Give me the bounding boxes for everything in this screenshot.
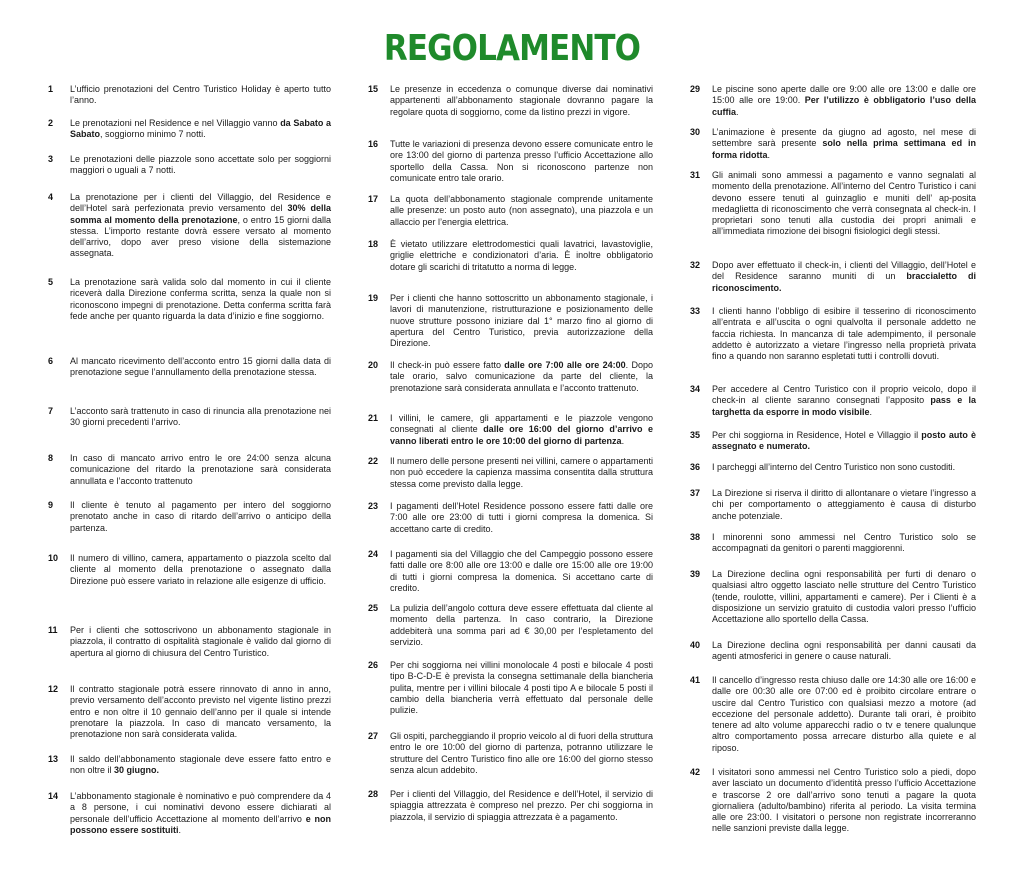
rule-text: Il cancello d’ingresso resta chiuso dalle ore 14:30 alle ore 16:00 e dalle ore 00:30 alle ore 07:00 ed è proibito circolare entrare o uscire dal Centro Turistico con qualsiasi mezzo a motore (ad eccezione del personale addetto). Durante tali orari, è proibito tenere ad alto volume apparecchi radio o tv e tenere qualunque altro comportamento possa arrecare disturbo alla quiete e al riposo.	[712, 675, 976, 753]
rule-item	[368, 501, 653, 535]
rule-item	[368, 549, 653, 594]
rule-item	[690, 170, 976, 238]
rule-text: La prenotazione per i clienti del Villaggio, del Residence e dell’Hotel sarà perfezionata previo versamento del 30% della somma al momento della prenotazione, o entro 15 giorni dalla stessa. L’importo restante dovrà essere versato al momento dell’arrivo, dopo aver preso visione della sistemazione assegnata.	[70, 192, 331, 259]
rule-number: 1	[48, 84, 54, 94]
rule-item	[48, 453, 331, 487]
rule-number: 7	[48, 406, 54, 416]
rule-item	[690, 569, 976, 625]
rule-number: 9	[48, 500, 54, 510]
rule-item	[48, 154, 331, 177]
rule-text: Il cliente è tenuto al pagamento per intero del soggiorno prenotato anche in caso di ritardo dell’arrivo o anticipo della partenza.	[70, 500, 331, 533]
rule-text: Dopo aver effettuato il check-in, i clienti del Villaggio, dell’Hotel e del Residence saranno muniti di un braccialetto di riconoscimento.	[712, 260, 976, 293]
rule-number: 16	[368, 139, 379, 149]
rule-number: 13	[48, 754, 59, 764]
rule-text: Per chi soggiorna nei villini monolocale 4 posti e bilocale 4 posti tipo B-C-D-E è prevista la consegna settimanale della biancheria pulita, mentre per i villini bilocale 4 posti tipo A e bilocale 5 posti il cambio della biancheria verrà effettuato dal personale delle pulizie.	[390, 660, 653, 716]
rule-text: L’acconto sarà trattenuto in caso di rinuncia alla prenotazione nei 30 giorni precedenti l’arrivo.	[70, 406, 331, 428]
rule-text: Le prenotazioni delle piazzole sono accettate solo per soggiorni maggiori o uguali a 7 notti.	[70, 154, 331, 176]
rule-number: 10	[48, 553, 59, 563]
rule-number: 41	[690, 675, 701, 685]
rule-item	[368, 660, 653, 716]
rule-text: La Direzione si riserva il diritto di allontanare o vietare l’ingresso a chi per comportamento o atteggiamento è causa di disturbo anche potenziale.	[712, 488, 976, 521]
rule-text: Per i clienti che hanno sottoscritto un abbonamento stagionale, i lavori di manutenzione, ristrutturazione e posizionamento delle nuove strutture possono iniziare dal 1° marzo fino al giorno di apertura del Centro Turistico, previa autorizzazione della Direzione.	[390, 293, 653, 349]
rule-text: La Direzione declina ogni responsabilità per danni causati da agenti atmosferici in genere o cause naturali.	[712, 640, 976, 662]
rule-number: 3	[48, 154, 54, 164]
rule-item	[48, 356, 331, 379]
rule-text: La pulizia dell’angolo cottura deve essere effettuata dal cliente al momento della partenza. In caso contrario, la Direzione addebiterà una somma pari ad € 30,00 per l’espletamento del servizio.	[390, 603, 653, 647]
rule-item	[48, 277, 331, 322]
rule-item	[368, 293, 653, 349]
rule-text: Tutte le variazioni di presenza devono essere comunicate entro le ore 13:00 del giorno di partenza presso l’ufficio Accettazione allo sportello della Cassa. Non si riconoscono partenze non comunicate entro tale orario.	[390, 139, 653, 183]
rule-text: I minorenni sono ammessi nel Centro Turistico solo se accompagnati da genitori o parenti maggiorenni.	[712, 532, 976, 554]
rule-text: Per chi soggiorna in Residence, Hotel e Villaggio il posto auto è assegnato e numerato.	[712, 430, 976, 452]
rule-item	[48, 553, 331, 587]
rule-number: 4	[48, 192, 54, 202]
rule-item	[368, 84, 653, 118]
rule-number: 35	[690, 430, 701, 440]
rule-text: Il numero delle persone presenti nei villini, camere o appartamenti non può eccedere la capienza massima consentita dalla struttura stessa come previsto dalla legge.	[390, 456, 653, 489]
rule-text: L’ufficio prenotazioni del Centro Turistico Holiday è aperto tutto l’anno.	[70, 84, 331, 106]
rule-item	[690, 462, 976, 473]
rule-text: I parcheggi all’interno del Centro Turistico non sono custoditi.	[712, 462, 956, 472]
rule-number: 37	[690, 488, 701, 498]
rule-item	[368, 360, 653, 394]
rule-text: Le presenze in eccedenza o comunque diverse dai nominativi appartenenti all’abbonamento stagionale dovranno pagare la regolare quota di soggiorno, come da listino prezzi in vigore.	[390, 84, 653, 117]
rule-number: 22	[368, 456, 379, 466]
rule-number: 42	[690, 767, 701, 777]
rule-text: Le prenotazioni nel Residence e nel Villaggio vanno da Sabato a Sabato, soggiorno minimo 7 notti.	[70, 118, 332, 140]
rule-item	[48, 791, 331, 836]
rule-text: Le piscine sono aperte dalle ore 9:00 alle ore 13:00 e dalle ore 15:00 alle ore 19:00. Per l’utilizzo è obbligatorio l’uso della cuffia.	[712, 84, 976, 117]
rule-item	[368, 239, 653, 273]
rule-text: Per i clienti che sottoscrivono un abbonamento stagionale in piazzola, il contratto di ospitalità stagionale è valido dal giorno di apertura al giorno di chiusura del Centro Turistico.	[70, 625, 331, 658]
rule-item	[690, 306, 976, 362]
rule-number: 23	[368, 501, 379, 511]
rule-text: Per accedere al Centro Turistico con il proprio veicolo, dopo il check-in al cliente saranno consegnati l’apposito pass e la targhetta da esporre in modo visibile.	[712, 384, 977, 417]
rule-number: 39	[690, 569, 701, 579]
rule-number: 5	[48, 277, 54, 287]
rule-text: L’animazione è presente da giugno ad agosto, nel mese di settembre sarà presente solo nella prima settimana ed in forma ridotta.	[712, 127, 976, 160]
rule-item	[690, 640, 976, 663]
rule-number: 17	[368, 194, 379, 204]
page-title: REGOLAMENTO	[383, 28, 641, 69]
rule-item	[368, 456, 653, 490]
rule-item	[690, 430, 976, 453]
rule-text: La quota dell’abbonamento stagionale comprende unitamente alle presenze: un posto auto (non assegnato), una piazzola e un allaccio per l’energia elettrica.	[390, 194, 653, 227]
rule-number: 30	[690, 127, 701, 137]
rule-item	[48, 500, 331, 534]
rule-text: Il contratto stagionale potrà essere rinnovato di anno in anno, previo versamento dell’acconto previsto nel vigente listino prezzi entro e non oltre il 10 gennaio dell’anno per il quale si intende prenotare la piazzola. In caso di mancato versamento, la prenotazione non sarà considerata valida.	[70, 684, 331, 740]
rule-item	[690, 675, 976, 754]
rule-number: 12	[48, 684, 59, 694]
rule-text: I pagamenti sia del Villaggio che del Campeggio possono essere fatti dalle ore 8:00 alle ore 13:00 e dalle ore 15:00 alle ore 19:00 di tutti i giorni compresa la domenica. Si accettano carte di credito.	[390, 549, 653, 593]
rule-text: Al mancato ricevimento dell’acconto entro 15 giorni dalla data di prenotazione segue l’annullamento della prenotazione stessa.	[70, 356, 331, 378]
rule-item	[690, 488, 976, 522]
rule-number: 11	[48, 625, 58, 635]
rule-number: 18	[368, 239, 379, 249]
rule-item	[690, 384, 976, 418]
rule-text: Il check-in può essere fatto dalle ore 7:00 alle ore 24:00. Dopo tale orario, salvo comunicazione da parte del cliente, la prenotazione sarà considerata annullata e l’acconto trattenuto.	[390, 360, 653, 393]
rule-number: 27	[368, 731, 379, 741]
rule-number: 26	[368, 660, 379, 670]
rule-number: 32	[690, 260, 701, 270]
rule-number: 28	[368, 789, 379, 799]
rule-text: Il numero di villino, camera, appartamento o piazzola scelto dal cliente al momento della prenotazione o assegnato dalla Direzione può essere variato in relazione alle esigenze di ufficio.	[70, 553, 331, 586]
rule-text: I visitatori sono ammessi nel Centro Turistico solo a piedi, dopo aver lasciato un documento d’identità presso l’ufficio Accettazione e trascorse 2 ore dall’arrivo sono tenuti a pagare la quota giornaliera (adulto/bambino) riferita al periodo. La visita termina alle ore 23:00. I visitatori o persone non registrate incorreranno nelle sanzioni previste dalla legge.	[712, 767, 976, 834]
rule-item	[690, 127, 976, 161]
rule-number: 25	[368, 603, 379, 613]
rule-number: 31	[690, 170, 701, 180]
rule-number: 20	[368, 360, 379, 370]
rule-item	[690, 84, 976, 118]
rule-number: 34	[690, 384, 701, 394]
rule-item	[690, 767, 976, 835]
rule-text: L’abbonamento stagionale è nominativo e può comprendere da 4 a 8 persone, i cui nominativi devono essere dichiarati al personale dell’ufficio Accettazione al momento dell’arrivo e non possono essere sostituiti.	[70, 791, 331, 835]
rule-item	[368, 194, 653, 228]
rule-number: 15	[368, 84, 379, 94]
rule-item	[368, 731, 653, 776]
rule-text: È vietato utilizzare elettrodomestici quali lavatrici, lavastoviglie, griglie elettriche e condizionatori d’aria. È inoltre obbligatorio dotare gli scarichi di tritatutto a norma di legge.	[390, 239, 653, 272]
rule-text: Gli ospiti, parcheggiando il proprio veicolo al di fuori della struttura entro le ore 10:00 del giorno di partenza, potranno utilizzare le strutture del Centro Turistico fino alle ore 16:00 del giorno stesso senza alcun addebito.	[390, 731, 653, 775]
rule-text: La Direzione declina ogni responsabilità per furti di denaro o qualsiasi altro oggetto lasciato nelle strutture del Centro Turistico (tende, roulotte, villini, appartamenti e camere). Per i Clienti è a disposizione un servizio gratuito di custodia valori presso l’ufficio Accettazione allo sportello della Cassa.	[712, 569, 976, 625]
rule-item	[368, 603, 653, 648]
rule-item	[48, 84, 331, 107]
rule-number: 2	[48, 118, 54, 128]
rule-text: I clienti hanno l’obbligo di esibire il tesserino di riconoscimento all’entrata e all’uscita o ogni qualvolta il personale addetto ne faccia richiesta. In mancanza di tale adempimento, il personale addetto è autorizzato a vietare l’ingresso nella proprietà privata fino a quando non saranno espletati tutti i controlli dovuti.	[712, 306, 976, 362]
rule-text: La prenotazione sarà valida solo dal momento in cui il cliente riceverà dalla Direzione conferma scritta, senza la quale non si riconoscono impegni di prenotazione. Detta conferma scritta farà fede anche per quanto riguarda la data d’inizio e fine soggiorno.	[70, 277, 331, 321]
rule-item	[690, 260, 976, 294]
rule-text: Il saldo dell’abbonamento stagionale deve essere fatto entro e non oltre il 30 giugno.	[70, 754, 331, 776]
rule-number: 19	[368, 293, 379, 303]
rule-item	[48, 406, 331, 429]
rule-number: 40	[690, 640, 701, 650]
rule-text: Per i clienti del Villaggio, del Residence e dell’Hotel, il servizio di spiaggia attrezzata è compreso nel prezzo. Per chi soggiorna in piazzola, il servizio di spiaggia attrezzata è a pagamento.	[390, 789, 653, 822]
rule-text: I villini, le camere, gli appartamenti e le piazzole vengono consegnati al cliente dalle ore 16:00 del giorno d’arrivo e vanno liberati entro le ore 10:00 del giorno di partenza.	[390, 413, 653, 446]
rule-number: 36	[690, 462, 701, 472]
rule-number: 21	[368, 413, 379, 423]
rule-item	[368, 789, 653, 823]
rule-item	[48, 118, 331, 141]
rule-text: Gli animali sono ammessi a pagamento e vanno segnalati al momento della prenotazione. All’interno del Centro Turistico i cani devono essere tenuti al guinzaglio e muniti dell’ ap-posita medaglietta di riconoscimento che verrà consegnata al check-in. I proprietari sono tenuti alla custodia dei propri animali e all’immediata rimozione dei bisogni fisiologici degli stessi.	[712, 170, 976, 237]
rule-item	[48, 625, 331, 659]
rule-number: 29	[690, 84, 701, 94]
rule-item	[368, 139, 653, 184]
rule-number: 6	[48, 356, 54, 366]
rule-number: 38	[690, 532, 701, 542]
rule-item	[690, 532, 976, 555]
rule-item	[48, 684, 331, 740]
rule-text: I pagamenti dell’Hotel Residence possono essere fatti dalle ore 7:00 alle ore 23:00 di tutti i giorni compresa la domenica. Si accettano carte di credito.	[390, 501, 653, 534]
rule-text: In caso di mancato arrivo entro le ore 24:00 senza alcuna comunicazione del ritardo la prenotazione sarà considerata annullata e l’acconto trattenuto	[70, 453, 331, 486]
rule-item	[48, 754, 331, 777]
rule-item	[48, 192, 331, 260]
rule-number: 8	[48, 453, 54, 463]
rule-number: 24	[368, 549, 379, 559]
rule-number: 33	[690, 306, 701, 316]
rule-item	[368, 413, 653, 447]
rule-number: 14	[48, 791, 59, 801]
